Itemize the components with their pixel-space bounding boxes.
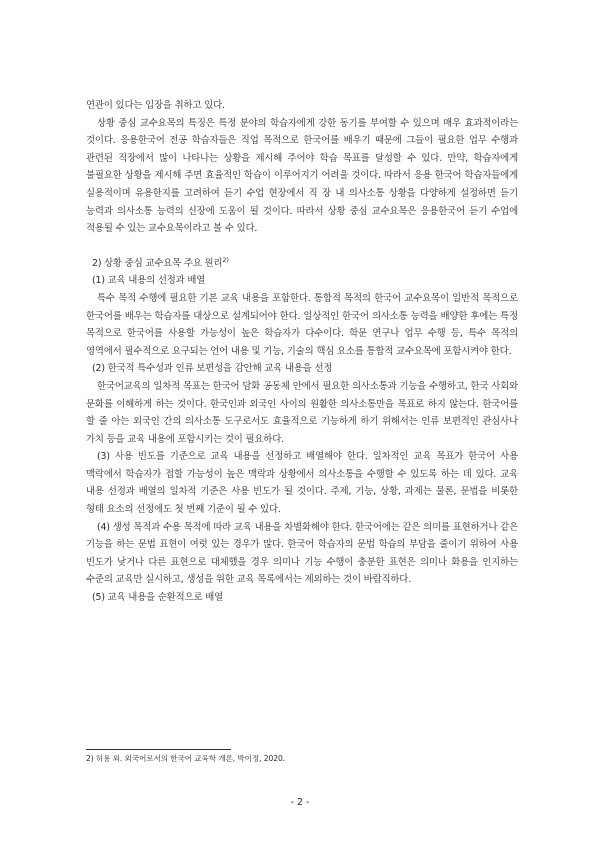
footnote: 2) 허용 외. 외국어로서의 한국어 교육학 개론, 박이정, 2020. [86,754,285,763]
footnote-divider [86,749,231,750]
paragraph-gap [86,238,518,255]
item-heading-5: (5) 교육 내용을 순환적으로 배열 [92,592,224,604]
paragraph-continuation: 연관이 있다는 입장을 취하고 있다. [86,100,225,111]
main-text [86,97,518,607]
item-body-4: (4) 생성 목적과 수용 목적에 따라 교육 내용을 차별화해야 한다. 한국어에는 같은 의미를 표현하거나 같은 기능을 하는 문법 표현이 여럿 있는 경우가 많다. 한국어 학습자의 문법 학습의 부담을 줄이기 위하여 사용 빈도가 낮거나 다른 표현으로 대체했을 경우 의미나 기능 수행이 충분한 표현은 의미나 화용을 인지하는 수준의 교육만 실시하고, 생성을 위한 교육 목록에서는 제외하는 것이 바람직하다. [86,521,518,586]
paragraph-situational-syllabus: 상황 중심 교수요목의 특징은 특정 분야의 학습자에게 강한 동기를 부여할 수 있으며 매우 효과적이라는 것이다. 응용한국어 전공 학습자들은 직업 목적으로 한국어를 배우기 때문에 그들이 필요한 업무 수행과 관련된 직장에서 많이 나타나는 상황을 제시해 주어야 학습 목표를 달성할 수 있다. 만약, 학습자에게 불필요한 상황을 제시해 주면 효율적인 학습이 이루어지기 어려울 것이다. 따라서 응용 한국어 학습자들에게 실용적이며 유용한지를 고려하여 듣기 수업 현장에서 직 장 내 의사소통 상황을 다양하게 설정하면 듣기 능력과 의사소통 능력의 신장에 도움이 될 것이다. 따라서 상황 중심 교수요목은 응용한국어 듣기 수업에 적용될 수 있는 교수요목이라고 볼 수 있다. [86,117,518,235]
page-number: - 2 - [290,797,310,808]
item-heading-1: (1) 교육 내용의 선정과 배열 [92,275,206,287]
item-body-2: 한국어교육의 일차적 목표는 한국어 담화 공동체 안에서 필요한 의사소통과 기능을 수행하고, 한국 사회와 문화를 이해하게 하는 것이다. 한국인과 외국인 사이의 원활한 의사소통만을 목표로 하지 않는다. 한국어를 할 줄 아는 외국인 간의 의사소통 도구로서도 효율적으로 기능하게 하기 위해서는 인류 보편적인 관심사나 가치 등을 교육 내용에 포함시키는 것이 필요하다. [86,380,518,445]
section-title: 2) 상황 중심 교수요목 주요 원리 [92,257,223,269]
item-heading-2: (2) 한국적 특수성과 인류 보편성을 감안해 교육 내용을 선정 [92,363,333,375]
section-heading [86,255,518,273]
footnote-reference[interactable]: 2) [222,255,229,264]
item-body-1: 특수 목적 수행에 필요한 기본 교육 내용을 포함한다. 통합적 목적의 한국어 교수요목이 일반적 목적으로 한국어를 배우는 학습자를 대상으로 설계되어야 한다. 일상적인 한국어 의사소통 능력을 배양한 후에는 특정 목적으로 한국어를 사용할 가능성이 높은 학습자가 다수이다. 학문 연구나 업무 수행 등, 특수 목적의 영역에서 필수적으로 요구되는 언어 내용 및 기능, 기술의 핵심 요소를 통합적 교수요목에 포함시켜야 한다. [86,292,518,357]
item-body-3: (3) 사용 빈도를 기준으로 교육 내용을 선정하고 배열해야 한다. 일차적인 교육 목표가 한국어 사용 맥락에서 학습자가 접할 가능성이 높은 맥락과 상황에서 의사소통을 수행할 수 있도록 하는 데 있다. 교육 내용 선정과 배열의 일차적 기준은 사용 빈도가 될 것이다. 주제, 기능, 상황, 과제는 물론, 문법을 비롯한 형태 요소의 선정에도 첫 번째 기준이 될 수 있다. [86,451,518,516]
